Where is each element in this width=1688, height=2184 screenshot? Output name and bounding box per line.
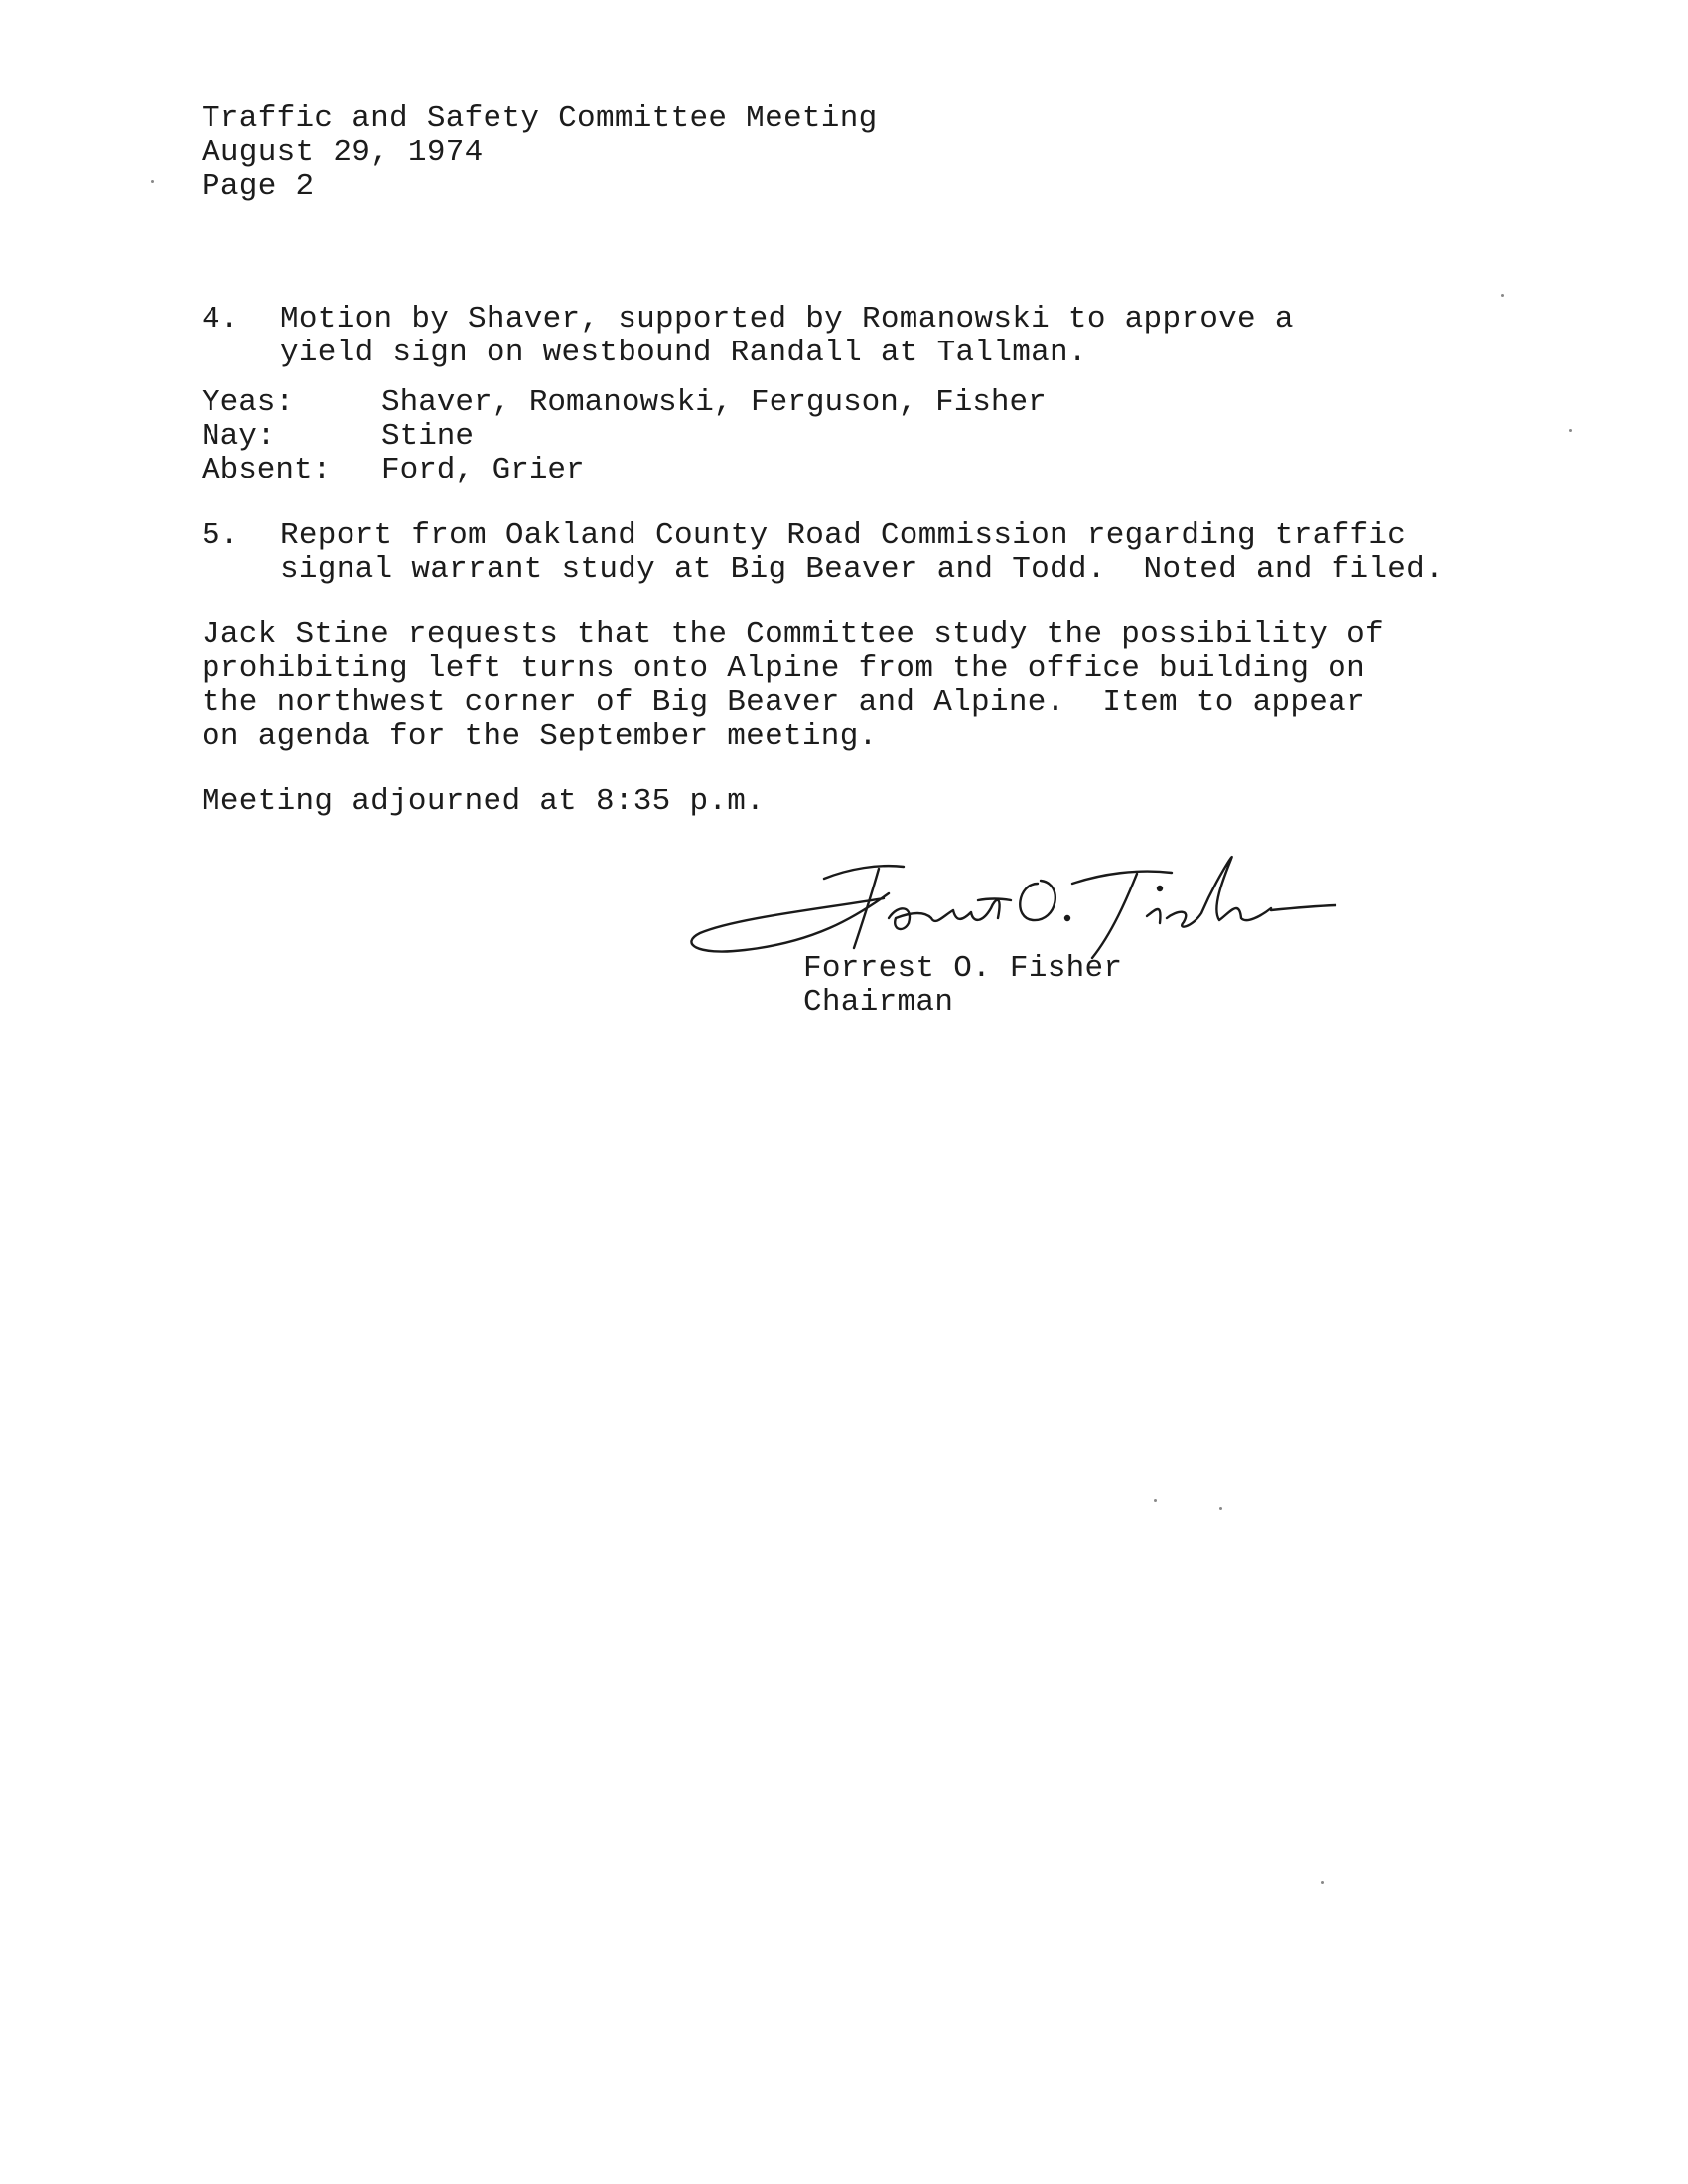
scan-speck: [1569, 429, 1572, 432]
scan-speck: [1321, 1881, 1324, 1884]
signer-name: Forrest O. Fisher: [803, 951, 1123, 986]
item4-line1: Motion by Shaver, supported by Romanowski to approve a: [280, 302, 1294, 337]
request-line1: Jack Stine requests that the Committee study the possibility of: [202, 617, 1384, 652]
item4-number: 4.: [202, 302, 239, 337]
request-line3: the northwest corner of Big Beaver and Alpine. Item to appear: [202, 685, 1365, 720]
handwritten-signature: [675, 839, 1350, 968]
request-line4: on agenda for the September meeting.: [202, 719, 878, 753]
scan-speck: [1501, 294, 1504, 297]
absent-label: Absent:: [202, 453, 332, 487]
signer-title: Chairman: [803, 985, 954, 1020]
nay-value: Stine: [381, 419, 475, 454]
yeas-value: Shaver, Romanowski, Ferguson, Fisher: [381, 385, 1047, 420]
signature-name-text: Forrest O. Fisher: [675, 839, 686, 840]
adjourned-text: Meeting adjourned at 8:35 p.m.: [202, 784, 766, 819]
scan-speck: [151, 180, 154, 183]
item5-number: 5.: [202, 518, 239, 553]
header-date: August 29, 1974: [202, 135, 484, 170]
yeas-label: Yeas:: [202, 385, 295, 420]
nay-label: Nay:: [202, 419, 276, 454]
item5-line2: signal warrant study at Big Beaver and Todd. Noted and filed.: [280, 552, 1444, 587]
request-line2: prohibiting left turns onto Alpine from the office building on: [202, 651, 1365, 686]
absent-value: Ford, Grier: [381, 453, 585, 487]
header-title: Traffic and Safety Committee Meeting: [202, 101, 878, 136]
scan-speck: [1154, 1499, 1157, 1502]
header-page: Page 2: [202, 169, 315, 204]
item5-line1: Report from Oakland County Road Commission regarding traffic: [280, 518, 1407, 553]
item4-line2: yield sign on westbound Randall at Tallman.: [280, 336, 1087, 370]
scan-speck: [1219, 1507, 1222, 1510]
